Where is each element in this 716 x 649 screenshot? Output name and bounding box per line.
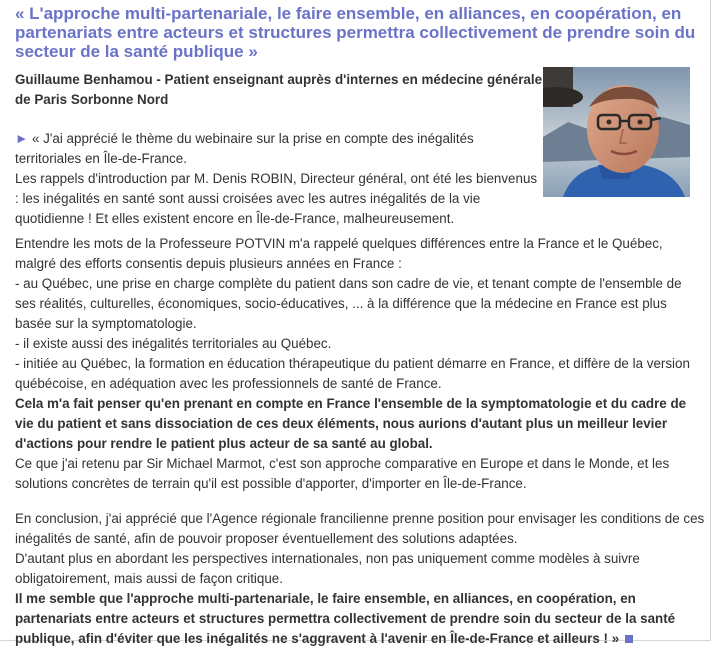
list-item: - il existe aussi des inégalités territoriales au Québec. [15,336,332,351]
arrow-bullet-icon: ► [15,131,29,146]
paragraph-conclusion: En conclusion, j'ai apprécié que l'Agence régionale francilienne prenne position pour envisager les conditions de ces inégalités de santé, afin de pouvoir proposer éventuellement des solutions adaptées. [15,511,705,546]
paragraph-highlight: Cela m'a fait penser qu'en prenant en compte en France l'ensemble de la symptomatologie et du cadre de vie du patient et sans dissociation de ces deux éléments, nous aurions d'autant plus un meilleur levier d'actions pour rendre le patient plus acteur de sa santé au global. [15,396,687,451]
article-body [15,129,705,649]
paragraph-international: D'autant plus en abordant les perspectives internationales, non pas uniquement comme modèles à suivre obligatoirement, mais aussi de façon critique. [15,551,640,586]
article-title: « L'approche multi-partenariale, le faire ensemble, en alliances, en coopération, en partenariats entre acteurs et structures permettra collectivement de prendre soin du secteur de la santé publique » [15,4,696,61]
paragraph-closing: Il me semble que l'approche multi-partenariale, le faire ensemble, en alliances, en coopération, en partenariats entre acteurs et structures permettra collectivement de prendre soin du secteur de la santé publique, afin d'éviter que les inégalités ne s'aggravent à l'avenir en Île-de-France et ailleurs ! » [15,591,676,646]
end-square-icon [625,635,633,643]
paragraph-potvin: Entendre les mots de la Professeure POTVIN m'a rappelé quelques différences entre la France et le Québec, malgré des efforts consentis depuis plusieurs années en France : [15,236,663,271]
author-line: Guillaume Benhamou - Patient enseignant auprès d'internes en médecine générale de Paris Sorbonne Nord [15,72,543,107]
paragraph-intro: ► « J'ai apprécié le thème du webinaire sur la prise en compte des inégalités territoriales en Île-de-France. [15,131,474,166]
paragraph-marmot: Ce que j'ai retenu par Sir Michael Marmot, c'est son approche comparative en Europe et dans le Monde, et les solutions concrètes de terrain qu'il est possible d'apporter, d'importer en Île-de-France. [15,456,670,491]
paragraph-introduction-remarks: Les rappels d'introduction par M. Denis ROBIN, Directeur général, ont été les bienvenus : les inégalités en santé sont aussi croisées avec les autres inégalités de la vie quotidienne ! Et elles existent encore en Île-de-France, malheureusement. [15,171,538,226]
list-item: - initiée au Québec, la formation en éducation thérapeutique du patient démarre en France, et diffère de la version québécoise, en adéquation avec les professionnels de santé de France. [15,356,690,391]
list-item: - au Québec, une prise en charge complète du patient dans son cadre de vie, et tenant compte de l'ensemble de ses réalités, culturelles, économiques, socio-éducatives, ... à la différence que la médecine en France est plus basée sur la symptomatologie. [15,276,682,331]
